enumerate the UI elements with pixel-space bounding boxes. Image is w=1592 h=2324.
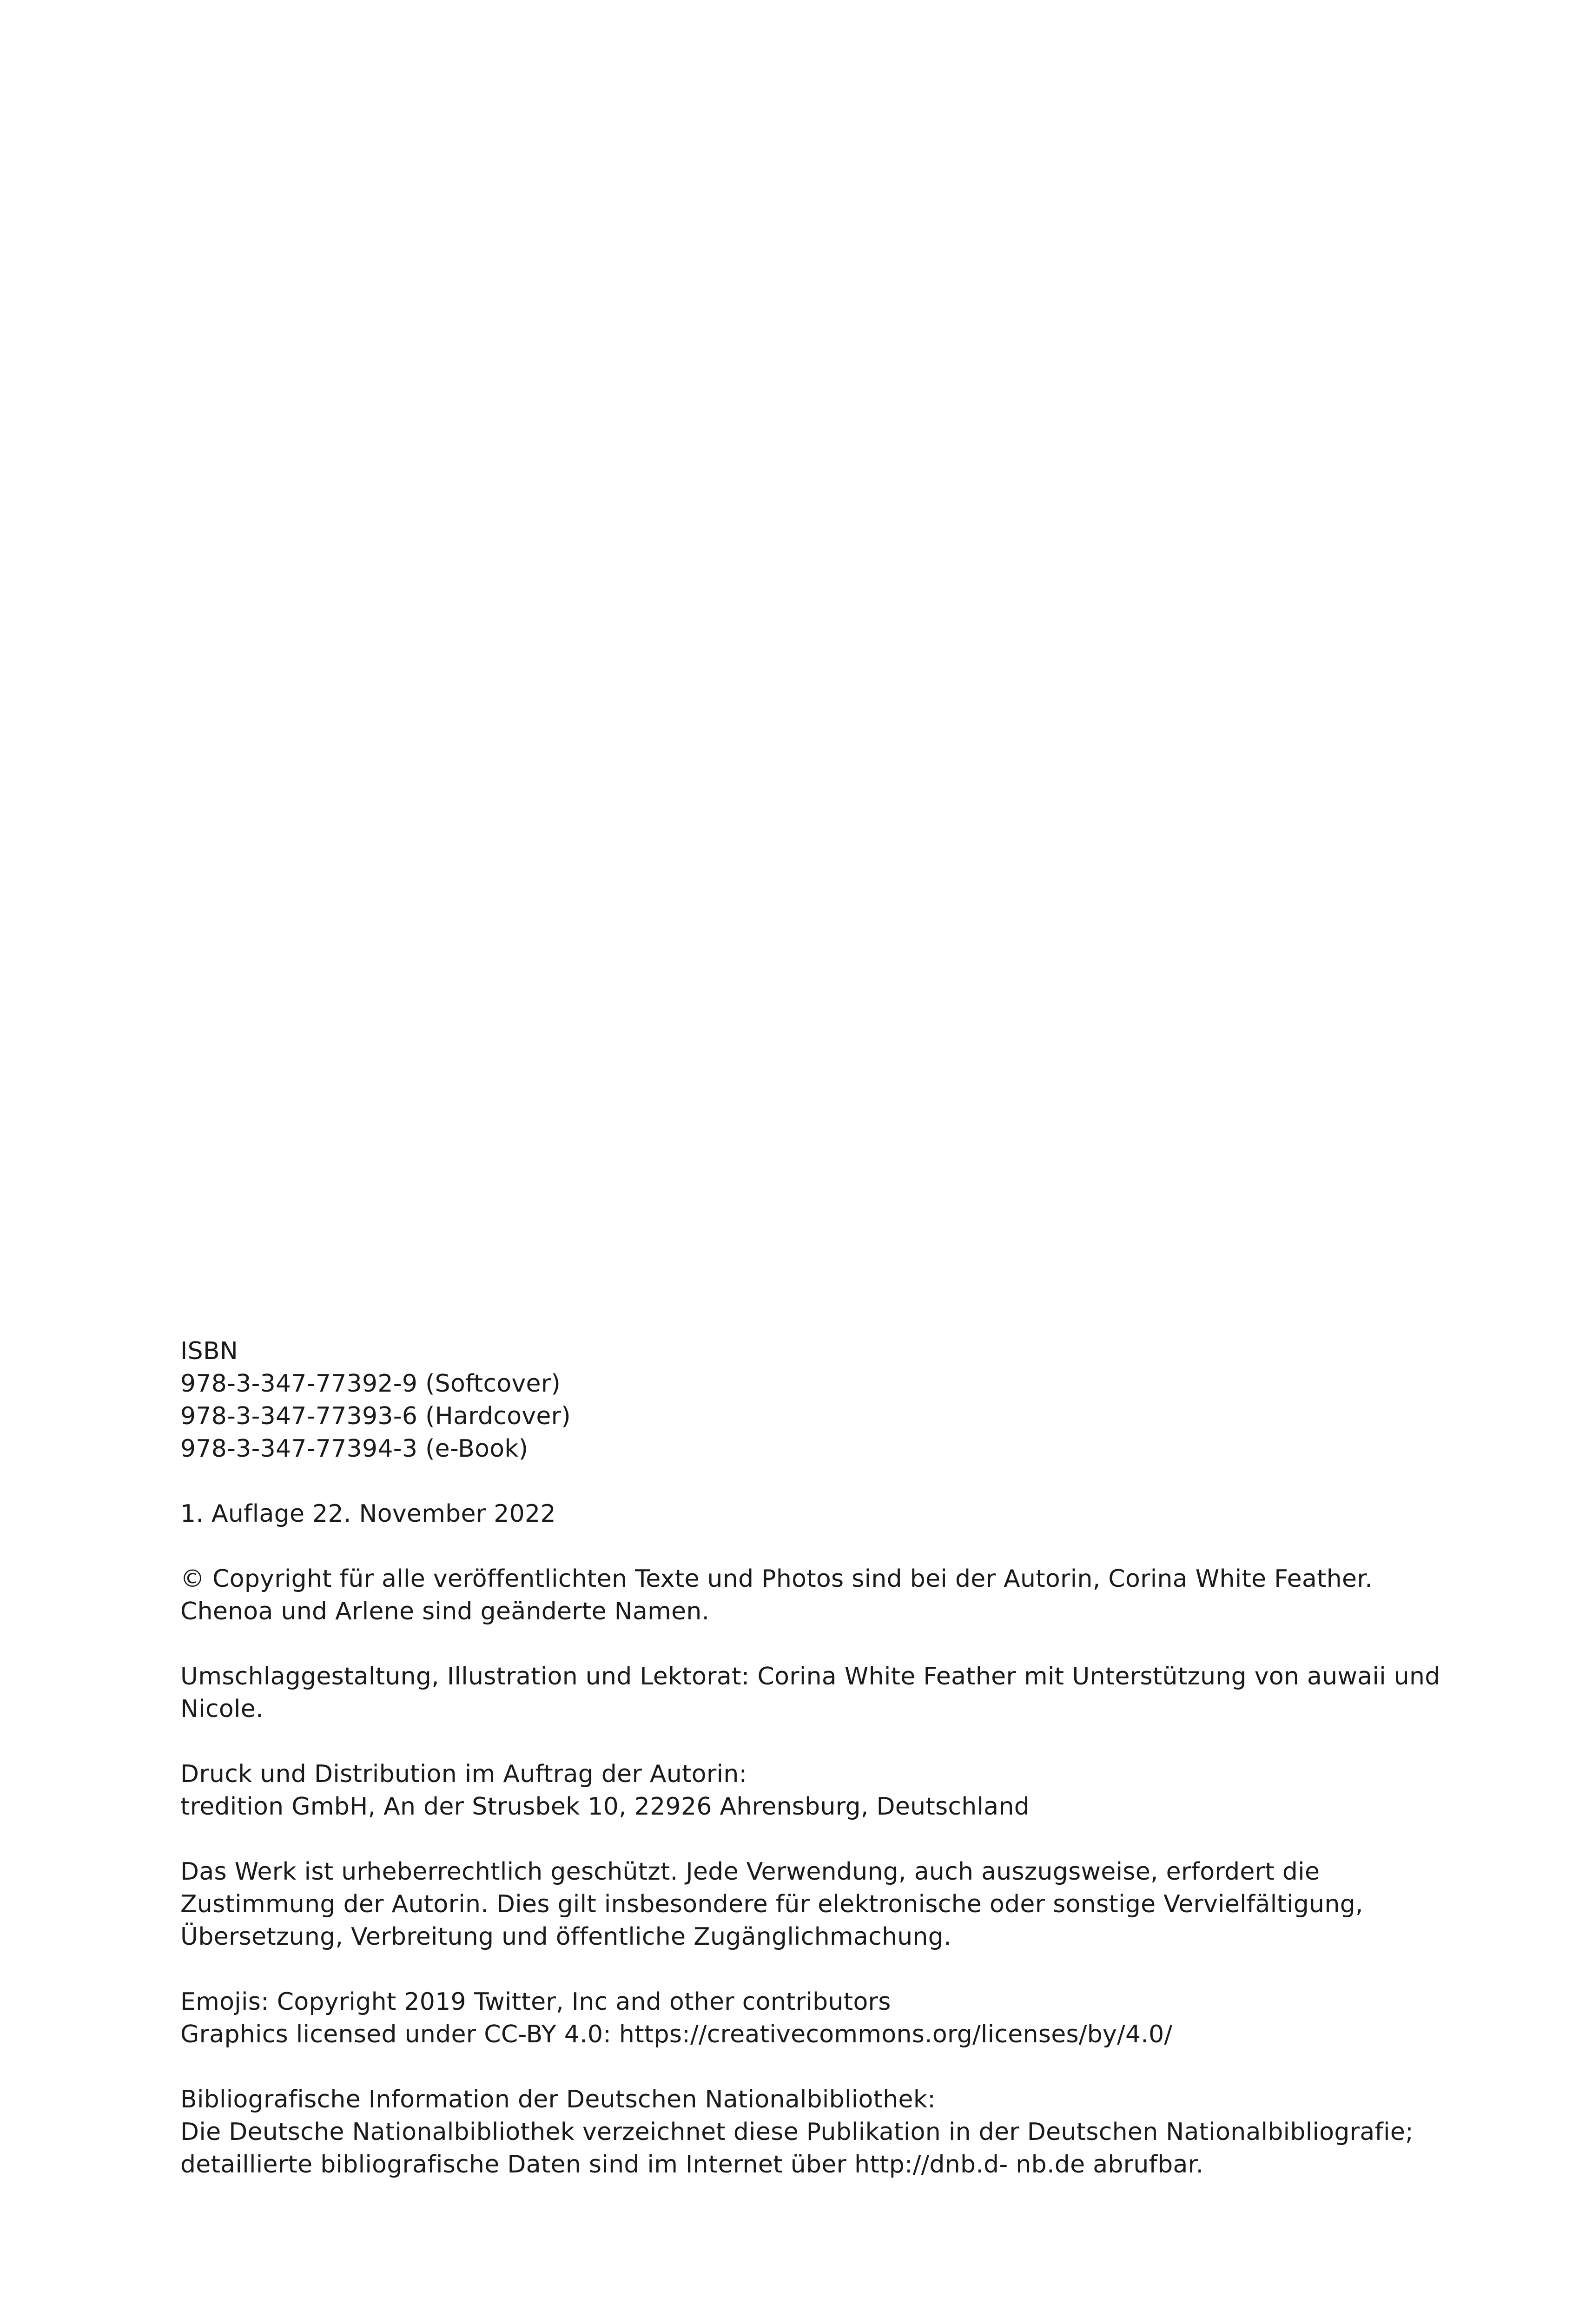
edition-block [180, 1498, 1454, 1530]
distribution-line-1: Druck und Distribution im Auftrag der Autorin: [180, 1760, 747, 1788]
bibliography-line-3: detaillierte bibliografische Daten sind im Internet über http://dnb.d- nb.de abrufbar. [180, 2151, 1204, 2179]
distribution-block [180, 1758, 1454, 1823]
credits-line-1: Umschlaggestaltung, Illustration und Lektorat: Corina White Feather mit Unterstützung von auwaii und [180, 1663, 1440, 1690]
distribution-line-2: tredition GmbH, An der Strusbek 10, 22926 Ahrensburg, Deutschland [180, 1793, 1030, 1821]
rights-line-3: Übersetzung, Verbreitung und öffentliche Zugänglichmachung. [180, 1923, 951, 1951]
isbn-hardcover: 978-3-347-77393-6 (Hardcover) [180, 1402, 571, 1430]
copyright-block [180, 1563, 1454, 1628]
emojis-block [180, 1986, 1454, 2051]
rights-line-2: Zustimmung der Autorin. Dies gilt insbesondere für elektronische oder sonstige Vervielfältigung, [180, 1890, 1363, 1918]
isbn-softcover: 978-3-347-77392-9 (Softcover) [180, 1370, 561, 1398]
isbn-label: ISBN [180, 1337, 238, 1365]
copyright-line-1: © Copyright für alle veröffentlichten Texte und Photos sind bei der Autorin, Corina White Feather. [180, 1565, 1373, 1593]
credits-block [180, 1660, 1454, 1725]
copyright-line-2: Chenoa und Arlene sind geänderte Namen. [180, 1598, 710, 1625]
credits-line-2: Nicole. [180, 1695, 264, 1723]
bibliography-line-2: Die Deutsche Nationalbibliothek verzeichnet diese Publikation in der Deutschen Nationalbibliografie; [180, 2118, 1414, 2146]
edition-line: 1. Auflage 22. November 2022 [180, 1500, 556, 1528]
emojis-line-2: Graphics licensed under CC-BY 4.0: https://creativecommons.org/licenses/by/4.0/ [180, 2020, 1173, 2048]
bibliography-line-1: Bibliografische Information der Deutschen Nationalbibliothek: [180, 2086, 936, 2113]
imprint-text [180, 1335, 1454, 2181]
bibliography-block [180, 2083, 1454, 2181]
rights-block [180, 1855, 1454, 1953]
isbn-ebook: 978-3-347-77394-3 (e-Book) [180, 1435, 528, 1463]
emojis-line-1: Emojis: Copyright 2019 Twitter, Inc and other contributors [180, 1988, 891, 2016]
rights-line-1: Das Werk ist urheberrechtlich geschützt. Jede Verwendung, auch auszugsweise, erfordert die [180, 1858, 1320, 1886]
isbn-block [180, 1335, 1454, 1465]
